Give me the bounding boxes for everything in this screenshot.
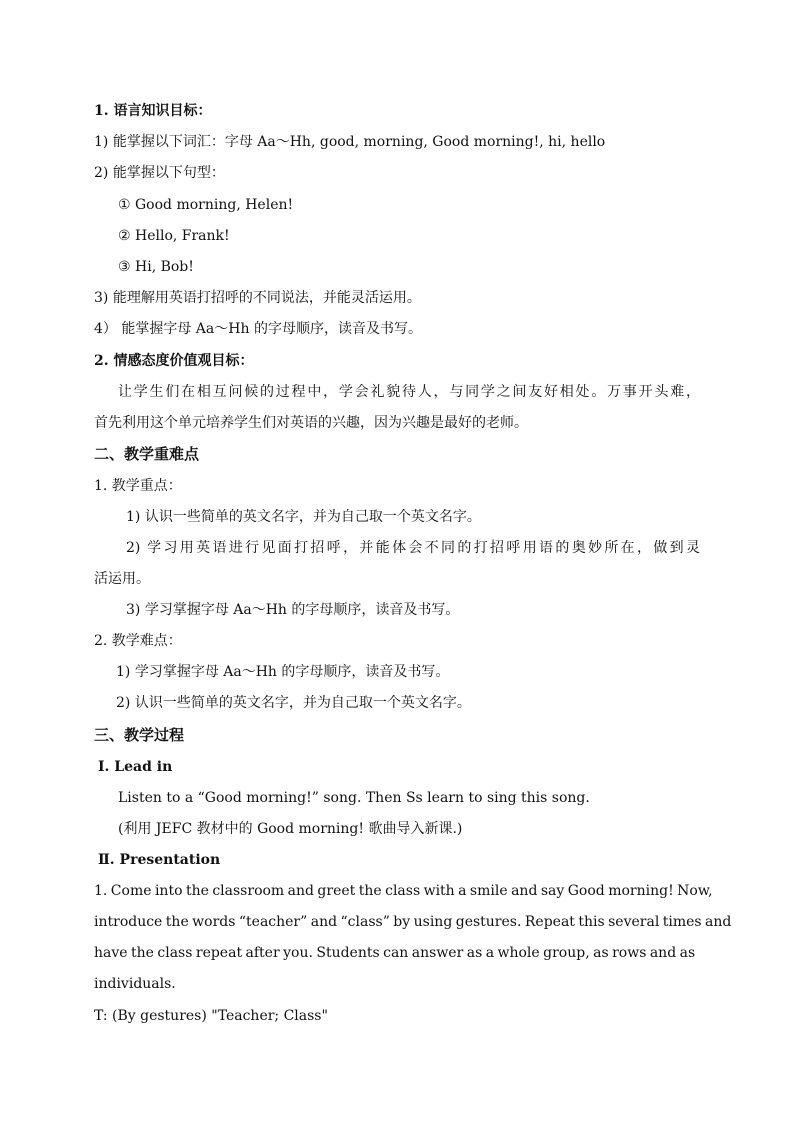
lead-in-note: (利用 JEFC 教材中的 Good morning! 歌曲导入新课.) xyxy=(118,821,463,837)
list-item-letters: 4） 能掌握字母 Aa～Hh 的字母顺序，读音及书写。 xyxy=(94,321,422,337)
key-point-2-line-1: 2) 学习用英语进行见面打招呼，并能体会不同的打招呼用语的奥妙所在，做到灵 xyxy=(126,540,700,556)
presentation-text-line-4: individuals. xyxy=(94,976,176,992)
lead-in-text: Listen to a “Good morning!” song. Then Ss learn to sing this song. xyxy=(118,790,590,806)
key-point-1: 1) 认识一些简单的英文名字，并为自己取一个英文名字。 xyxy=(126,509,481,525)
paragraph-attitude-line-2: 首先利用这个单元培养学生们对英语的兴趣，因为兴趣是最好的老师。 xyxy=(94,415,528,431)
dialogue-line-teacher: T: (By gestures) "Teacher; Class" xyxy=(94,1008,328,1024)
list-item-sentence-patterns: 2) 能掌握以下句型： xyxy=(94,165,225,181)
sentence-pattern-1: ① Good morning, Helen! xyxy=(118,197,294,213)
step-heading-lead-in: Ⅰ. Lead in xyxy=(98,759,173,775)
subheading-key-points: 1. 教学重点： xyxy=(94,478,182,494)
key-point-3: 3) 学习掌握字母 Aa～Hh 的字母顺序，读音及书写。 xyxy=(126,602,460,618)
step-heading-presentation: Ⅱ. Presentation xyxy=(98,852,221,868)
key-point-2-line-2: 活运用。 xyxy=(94,571,150,587)
sentence-pattern-2: ② Hello, Frank! xyxy=(118,228,230,244)
section-heading-knowledge-goals: 1. 语言知识目标： xyxy=(94,103,212,119)
list-item-greetings: 3) 能理解用英语打招呼的不同说法，并能灵活运用。 xyxy=(94,290,421,306)
paragraph-attitude-line-1: 让学生们在相互问候的过程中，学会礼貌待人，与同学之间友好相处。万事开头难， xyxy=(118,384,700,400)
section-heading-key-points: 二、教学重难点 xyxy=(94,445,200,463)
presentation-text-line-1: 1. Come into the classroom and greet the class with a smile and say Good morning! Now, xyxy=(94,883,713,899)
sentence-pattern-3: ③ Hi, Bob! xyxy=(118,259,194,275)
difficult-point-2: 2) 认识一些简单的英文名字，并为自己取一个英文名字。 xyxy=(116,695,471,711)
section-heading-attitude-goals: 2. 情感态度价值观目标： xyxy=(94,353,254,369)
presentation-text-line-2: introduce the words “teacher” and “class” by using gestures. Repeat this several times and xyxy=(94,914,732,930)
presentation-text-line-3: have the class repeat after you. Students can answer as a whole group, as rows and as xyxy=(94,945,696,961)
section-heading-teaching-process: 三、教学过程 xyxy=(94,726,185,744)
difficult-point-1: 1) 学习掌握字母 Aa～Hh 的字母顺序，读音及书写。 xyxy=(116,664,450,680)
list-item-vocabulary: 1) 能掌握以下词汇：字母 Aa～Hh, good, morning, Good morning!, hi, hello xyxy=(94,134,606,150)
subheading-difficult-points: 2. 教学难点： xyxy=(94,633,182,649)
